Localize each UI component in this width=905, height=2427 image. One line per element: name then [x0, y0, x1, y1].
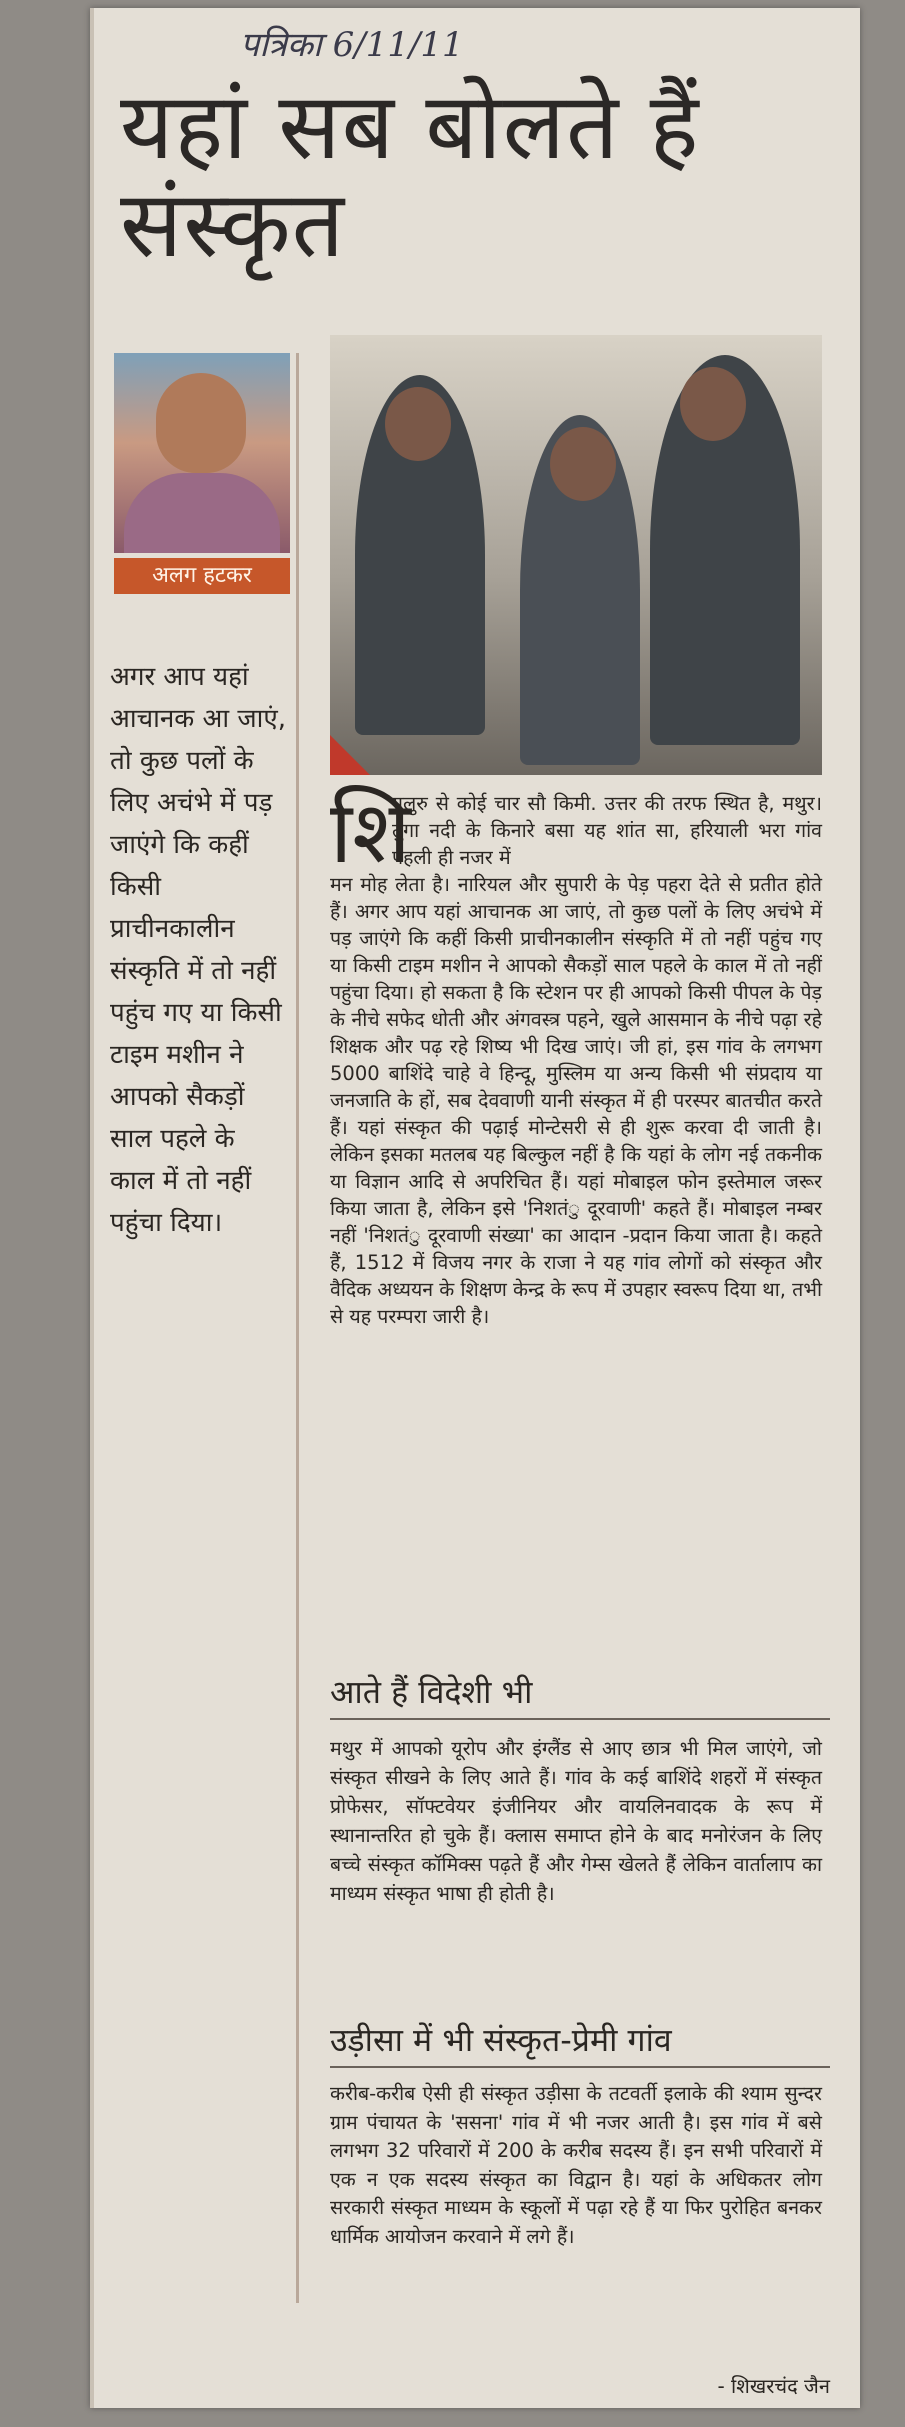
student-head: [680, 367, 746, 441]
article-body: [330, 783, 823, 1330]
subheading-rule: [330, 1718, 830, 1720]
photo-corner-accent: [330, 735, 370, 775]
student-figure: [355, 375, 485, 735]
subheading-rule: [330, 2066, 830, 2068]
sidebar-label: अलग हटकर: [114, 558, 290, 594]
subheading-foreigners: आते हैं विदेशी भी: [330, 1673, 533, 1711]
paragraph-odisha: करीब-करीब ऐसी ही संस्कृत उड़ीसा के तटवर्ती इलाके की श्याम सुन्दर ग्राम पंचायत के 'ससना' गांव में भी नजर आती है। इस गांव में बसे लगभग 32 परिवारों में 200 के करीब सदस्य हैं। इन सभी परिवारों में एक न एक सदस्य संस्कृत का विद्वान है। यहां के अधिकतर लोग सरकारी संस्कृत माध्यम के स्कूलों में पढ़ा रहे हैं या फिर पुरोहित बनकर धार्मिक आयोजन करवाने में लगे हैं।: [330, 2082, 822, 2248]
subheading-odisha: उड़ीसा में भी संस्कृत-प्रेमी गांव: [330, 2021, 672, 2059]
student-figure: [650, 355, 800, 745]
author-byline: - शिखरचंद जैन: [717, 2374, 830, 2398]
article-lead: गलुरु से कोई चार सौ किमी. उत्तर की तरफ स्थित है, मथुर। तुंगा नदी के किनारे बसा यह शांत सा, हरियाली भरा गांव पहली ही नजर में: [392, 792, 822, 869]
article-main-text: मन मोह लेता है। नारियल और सुपारी के पेड़ पहरा देते से प्रतीत होते हैं। अगर आप यहां आचानक आ जाएं, तो कुछ पलों के लिए अचंभे में पड़ जाएंगे कि कहीं किसी प्राचीनकालीन संस्कृति में तो नहीं पहुंच गए या किसी टाइम मशीन ने आपको सैकड़ों साल पहले के काल में तो नहीं पहुंचा दिया। हो सकता है कि स्टेशन पर ही आपको किसी पीपल के पेड़ के नीचे सफेद धोती और अंगवस्त्र पहने, खुले आसमान के नीचे पढ़ा रहे शिक्षक और पढ़ रहे शिष्य भी दिख जाएं। जी हां, इस गांव के लगभग 5000 बाशिंदे चाहे वे हिन्दू, मुस्लिम या अन्य किसी भी संप्रदाय या जनजाति के हों, सब देववाणी यानी संस्कृत में ही परस्पर बातचीत करते हैं। यहां संस्कृत की पढ़ाई मोन्टेसरी से ही शुरू करवा दी जाती है। लेकिन इसका मतलब यह बिल्कुल नहीं है कि यहां के लोग नई तकनीक या विज्ञान आदि से अपरिचित हैं। यहां मोबाइल फोन इस्तेमाल जरूर किया जाता है, लेकिन इसे 'निशतंु दूरवाणी' कहते हैं। मोबाइल नम्बर नहीं 'निशतंु दूरवाणी संख्या' का आदान -प्रदान किया जाता है। कहते हैं, 1512 में विजय नगर के राजा ने यह गांव लोगों को संस्कृत और वैदिक अध्ययन के शिक्षण केन्द्र के रूप में उपहार स्वरूप दिया था, तभी से यह परम्परा जारी है।: [330, 873, 823, 1328]
clipping-edge: [90, 8, 94, 2408]
student-figure: [520, 415, 640, 765]
boy-face: [156, 373, 246, 473]
sidebar-text: अगर आप यहां आचानक आ जाएं, तो कुछ पलों के लिए अचंभे में पड़ जाएंगे कि कहीं किसी प्राचीनकालीन संस्कृति में तो नहीं पहुंच गए या किसी टाइम मशीन ने आपको सैकड़ों साल पहले के काल में तो नहीं पहुंचा दिया।: [110, 662, 286, 1238]
drop-cap: शि: [330, 783, 411, 883]
student-head: [385, 387, 451, 461]
students-photo: [330, 335, 822, 775]
column-divider: [296, 353, 299, 2303]
headline: यहां सब बोलते हैं संस्कृत: [120, 73, 700, 278]
student-head: [550, 427, 616, 501]
boy-shirt: [124, 473, 280, 553]
handwritten-date-note: पत्रिका 6/11/11: [240, 25, 464, 65]
sidebar-boy-photo: [114, 353, 290, 553]
paragraph-foreigners: मथुर में आपको यूरोप और इंग्लैंड से आए छात्र भी मिल जाएंगे, जो संस्कृत सीखने के लिए आते हैं। गांव के कई बाशिंदे शहरों में संस्कृत प्रोफेसर, सॉफ्टवेयर इंजीनियर और वायलिनवादक के रूप में स्थानान्तरित हो चुके हैं। क्लास समाप्त होने के बाद मनोरंजन के लिए बच्चे संस्कृत कॉमिक्स पढ़ते हैं और गेम्स खेलते हैं लेकिन वार्तालाप का माध्यम संस्कृत भाषा ही होती है।: [330, 1737, 822, 1905]
